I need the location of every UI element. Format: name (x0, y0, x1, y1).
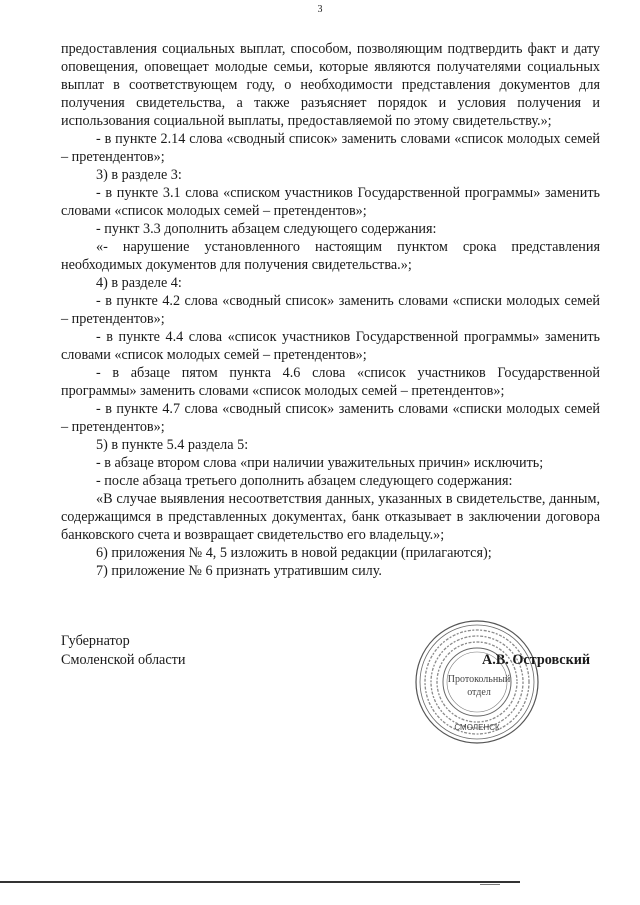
page-number: 3 (317, 4, 323, 15)
paragraph: 5) в пункте 5.4 раздела 5: (96, 437, 249, 453)
document-body (61, 40, 600, 580)
paragraph: «В случае выявления несоответствия данных, указанных в свидетельстве, данным, содержащимся в представленных документах, банк отказывает в заключении договора банковского счета и возвращает свидетельство его владельцу.»; (61, 491, 600, 543)
paragraph: - после абзаца третьего дополнить абзацем следующего содержания: (96, 473, 513, 489)
paragraph: - в абзаце втором слова «при наличии уважительных причин» исключить; (96, 455, 544, 471)
footer-rule-fragment (480, 884, 500, 885)
paragraph: предоставления социальных выплат, способом, позволяющим подтвердить факт и дату оповещения, оповещает молодые семьи, которые являются получателями социальных выплат в соответствующем году, о необходимости представления документов для получения свидетельства, а также разъясняет порядок и условия получения и использования социальной выплаты, предоставляемой по этому свидетельству.»; (61, 41, 600, 129)
paragraph: 7) приложение № 6 признать утратившим силу. (96, 563, 382, 579)
paragraph: - в пункте 2.14 слова «сводный список» заменить словами «список молодых семей – претендентов»; (61, 131, 600, 165)
official-stamp (413, 618, 541, 746)
paragraph: - в абзаце пятом пункта 4.6 слова «список участников Государственной программы» заменить словами «список молодых семей – претендентов»; (61, 365, 600, 399)
paragraph: «- нарушение установленного настоящим пунктом срока представления необходимых документов для получения свидетельства.»; (61, 239, 600, 273)
paragraph: - пункт 3.3 дополнить абзацем следующего содержания: (96, 221, 437, 237)
stamp-inner-line: Протокольный (447, 674, 511, 685)
signature-title-line: Смоленской области (61, 652, 186, 668)
signatory-name: А.В. Островский (482, 652, 591, 668)
paragraph: 6) приложения № 4, 5 изложить в новой редакции (прилагаются); (96, 545, 492, 561)
stamp-bottom-text: СМОЛЕНСК (454, 723, 500, 732)
signature-title (61, 632, 185, 670)
signature-title-line: Губернатор (61, 633, 130, 649)
paragraph: - в пункте 4.4 слова «список участников Государственной программы» заменить словами «список молодых семей – претендентов»; (61, 329, 600, 363)
paragraph: - в пункте 4.7 слова «сводный список» заменить словами «списки молодых семей – претендентов»; (61, 401, 600, 435)
paragraph: - в пункте 3.1 слова «списком участников Государственной программы» заменить словами «список молодых семей – претендентов»; (61, 185, 600, 219)
footer-rule (0, 881, 520, 883)
paragraph: 4) в разделе 4: (96, 275, 182, 291)
paragraph: - в пункте 4.2 слова «сводный список» заменить словами «списки молодых семей – претендентов»; (61, 293, 600, 327)
paragraph: 3) в разделе 3: (96, 167, 182, 183)
stamp-inner-line: отдел (467, 687, 491, 698)
